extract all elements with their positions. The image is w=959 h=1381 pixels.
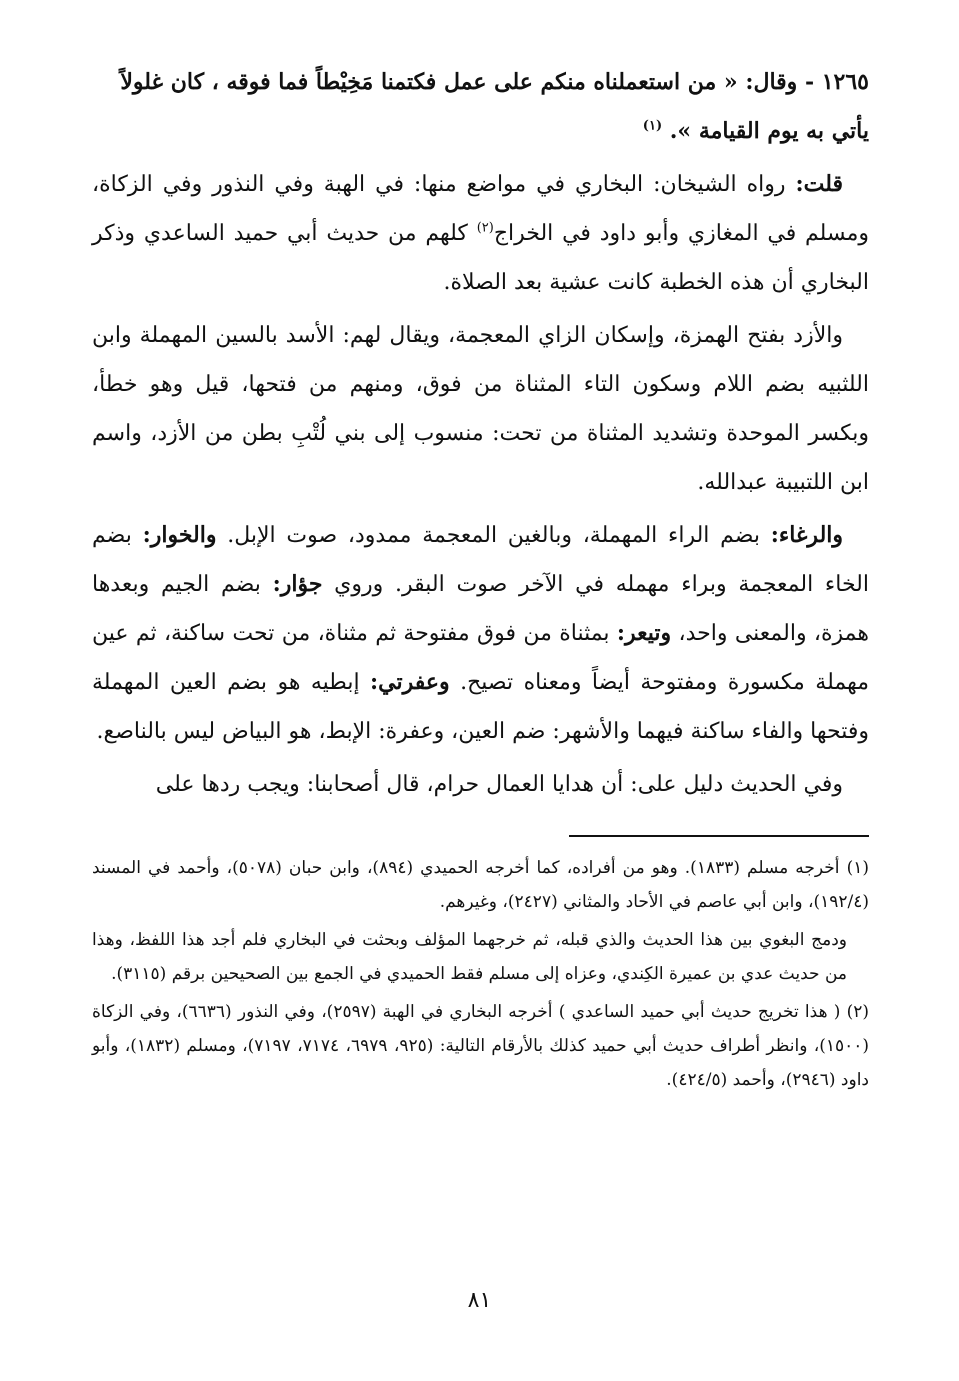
term-ufratay: وعفرتي: — [370, 669, 450, 695]
footnote-2: (٢) ( هذا تخريج حديث أبي حميد الساعدي ) أخرجه البخاري في الهبة (٢٥٩٧)، وفي النذور (٦٦٣٦)، وفي الزكاة (١٥٠٠)، وانظر أطراف حديث أبي حميد كذلك بالأرقام التالية: (٩٢٥، ٦٩٧٩، ٧١٧٤، ٧١٩٧)، ومسلم (١٨٣٢)، وأبو داود (٢٩٤٦)، وأحمد (٤٢٤/٥). — [92, 1002, 870, 1090]
page-number: ٨١ — [467, 1288, 492, 1313]
footnote-1: (١) أخرجه مسلم (١٨٣٣). وهو من أفراده، كما أخرجه الحميدي (٨٩٤)، وابن حبان (٥٠٧٨)، وأحمد في المسند (١٩٢/٤)، وابن أبي عاصم في الأحاد والمثاني (٢٤٢٧)، وغيرهم. — [92, 858, 869, 912]
term-rugha: والرغاء: — [770, 522, 844, 548]
term-tayar: وتيعر: — [616, 620, 672, 646]
commentary-paragraph-1 — [92, 160, 869, 307]
footnote-ref-1[interactable]: (١) — [642, 118, 663, 134]
commentary-paragraph-3 — [92, 511, 869, 756]
hadith-text — [92, 58, 869, 156]
hadith-line-2: يأتي به يوم القيامة ». — [669, 118, 869, 144]
footnote-1-continued: ودمج البغوي بين هذا الحديث والذي قبله، ثم خرجهما المؤلف وبحثت في البخاري فلم أجد هذا اللفظ، وهذا من حديث عدي بن عميرة الكِندي، وعزاه إلى مسلم فقط الحميدي في الجمع بين الصحيحين برقم (٣١١٥). — [92, 930, 847, 984]
commentary-text: بضم الجيم وبعدها همزة، والمعنى واحد، — [92, 572, 870, 646]
footnote-separator — [92, 835, 869, 837]
qultu-label: قلت: — [795, 171, 843, 197]
commentary-text: بضم الخاء المعجمة وبراء مهمله في الآخر صوت البقر. وروي — [92, 523, 869, 597]
commentary-text: كلهم من حديث أبي حميد الساعدي وذكر البخاري أن هذه الخطبة كانت عشية بعد الصلاة. — [92, 221, 869, 295]
footnote-ref-2[interactable]: (٢) — [476, 220, 494, 236]
term-juar: جؤار: — [272, 571, 323, 597]
term-khuwar: والخوار: — [142, 522, 217, 548]
commentary-paragraph-2: والأزد بفتح الهمزة، وإسكان الزاي المعجمة، ويقال لهم: الأسد بالسين المهملة وابن اللثبيه بضم اللام وسكون التاء المثناة من فوق، ومنهم من فتحها، قيل وهو خطأ، وبكسر الموحدة وتشديد المثناة من تحت: منسوب إلى بني لُتْبِ بطن من الأزد، واسم ابن اللتبيبة عبدالله. — [92, 323, 870, 495]
commentary-text: بضم الراء المهملة، وبالغين المعجمة ممدود، صوت الإبل. — [216, 523, 771, 548]
hadith-line-1: ١٢٦٥ - وقال: « من استعملناه منكم على عمل فكتمنا مَخِيْطاً فما فوقه ، كان غلولاً — [120, 69, 869, 95]
commentary-text: بمثناة من فوق مفتوحة ثم مثناة، من تحت ساكنة، ثم عين مهملة مكسورة ومفتوحة أيضاً ومعناه تصيح. — [92, 621, 869, 695]
commentary-text: إبطيه هو بضم العين المهملة وفتحها والفاء ساكنة فيهما والأشهر: ضم العين، وعفرة: الإبط، هو البياض ليس بالناصع. — [92, 670, 869, 744]
commentary-paragraph-4: وفي الحديث دليل على: أن هدايا العمال حرام، قال أصحابنا: ويجب ردها على — [155, 772, 843, 797]
commentary-text: رواه الشيخان: البخاري في مواضع منها: في الهبة وفي النذور وفي الزكاة، ومسلم في المغازي وأبو داود في الخراج — [92, 172, 870, 246]
